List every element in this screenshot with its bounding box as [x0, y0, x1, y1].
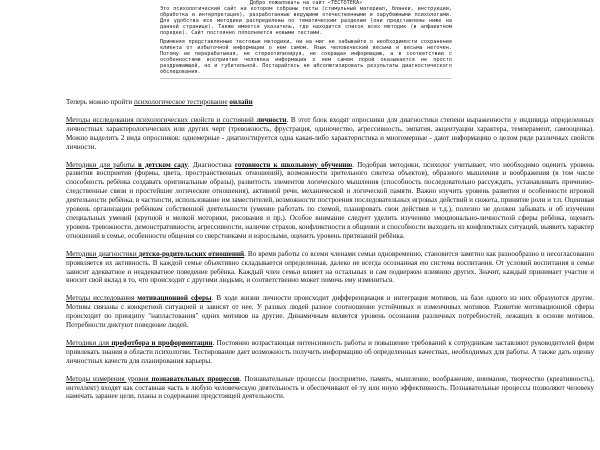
- section-personality: [66, 116, 594, 152]
- section-keyword-link[interactable]: мотивационной сферы: [137, 294, 212, 303]
- intro-paragraph-2: Применяя представленные тестовые методики, ни на миг не забывайте о необходимости сохранения клиента от избыточной информации о нем самом. Язык человеческий весьма и весьма неточен. Потому не перерабатывая, не стереотипизируя, не сокращая информацию, а в соответствии с особенностями восприятия человека информации о нем самом порой оказывается не просто раздражающей, но и губительной. Постарайтесь не абсолютизировать результаты диагностического обследования.: [160, 38, 452, 76]
- section-keyword-link[interactable]: детско-родительских отношений: [138, 249, 245, 258]
- section-keyword-link[interactable]: личности: [256, 115, 287, 124]
- section-keyword-link[interactable]: в детском саду: [138, 160, 188, 169]
- online-prefix: Теперь можно пройти: [66, 98, 134, 106]
- section-body: . В этот блок входят опросники для диагностики степени выраженности у индивида определенных личностных характерологических или других черт (тревожность, фрустрация, одиночество, агрессивность, эмпатия, акцентуации характера, темперамент, самооценка). Можно выделить 2 вида опросников: одномерные - диагностируется одна какая-либо характеристика и многомерные - дают информацию о целом ряде различных свойств личности.: [66, 115, 594, 151]
- section-body: . В ходе жизни личности происходит дифференциация и интеграция мотивов, на базе одного из них образуются другие. Мотивы связаны с конкретной ситуацией и зависят от нее. У разных людей разное соотношение устойчивых и изменчивых мотивов. Развитие мотивационной сферы происходит по принципу "напластования" одних мотивов на другие. Динамичным является уровень осознания различных потребностей, лежащих в основе мотивов. Потребности диктуют поведение людей.: [66, 294, 594, 330]
- section-parent-child: [66, 250, 594, 286]
- section-body: . Подобрав методики, психолог учитывает, что необходимо оценить уровень развития восприятия (формы, цвета, пространственных отношений), возможности зрительного синтеза объектов), образного мышления и воображения (в том числе способность ребёнка создавать оригинальные образы), развитость элементов логического мышления (способность последовательно рассуждать, устанавливать причинно-следственные связи и простейшие логические отношения), активной речи, механической и логической памяти. Важно изучить уровень развития и особенности игровой деятельности ребёнка, в частности, использование им заместителей, возможности построения последовательных игровых действий и сюжета, принятие роли и т.п. Оценивая уровень организации ребёнком собственной деятельности (умение работать по схемой, планировать свои действия и т.д.), полезно не должен забывать и об изучении специальных умений (крупной и мелкой моторики, рисования и пр.). Особое внимание следует уделить изучению эмоционально-личностной сферы ребёнка, оценить уровень тревожности, демонстративности, агрессивности, наличие страхов, конфликтности в общении и способности выходить из конфликтных ситуаций, выявить характер отношений в семье, особенности общения со сверстниками и взрослыми, оценить уровень притязаний ребёнка.: [66, 160, 594, 240]
- online-bold[interactable]: онлайн: [229, 98, 253, 106]
- section-cognitive: [66, 375, 594, 402]
- section-body: . Постоянно возрастающая интенсивность работы и повышение требований к сотрудникам заставляют руководителей фирм привлекать знания в области психологии. Тестирование дает возможность получить информацию об определенных качествах, необходимых для работы. А также дать оценку личностных качеств для планирования карьеры.: [66, 338, 594, 365]
- section-lead-link[interactable]: Методы исследования психологических свойств и состояний: [66, 115, 257, 124]
- section-lead-link[interactable]: Методики для: [66, 338, 112, 347]
- section-motivation: [66, 294, 594, 330]
- online-testing-line: [66, 98, 594, 107]
- section-lead-link[interactable]: Методы исследования: [66, 294, 138, 303]
- section-keyword-link[interactable]: профотбора и профориентации: [111, 338, 213, 347]
- section-keyword-link-2[interactable]: готовности к школьному обучению: [234, 160, 353, 169]
- welcome-title: Добро пожаловать на сайт «ТЕСТОТЕКА»: [249, 0, 363, 6]
- section-career: [66, 339, 594, 366]
- section-lead-link[interactable]: Методы измерения уровня: [66, 374, 152, 383]
- section-kindergarten: [66, 161, 594, 241]
- section-keyword-link[interactable]: познавательных процессов: [151, 374, 240, 383]
- section-lead-link[interactable]: Методики для работы: [66, 160, 139, 169]
- section-body: . Познавательные процессы (восприятие, память, мышление, воображение, внимание, творчество (креативность), интеллект) входят как составная часть в любую человеческую деятельность и обеспечивают её ту или иную эффективность. Познавательные процессы позволяют человеку намечать заранее цели, планы и содержание предстоящей деятельности.: [66, 374, 594, 401]
- intro-paragraph-1: Это психологический сайт на котором собраны тесты (стимульный материал, бланки, инструкции, обработка и интерпретация), разработанные ведущими отечественными и зарубежными психологами. Для удобства все методики распределены по тематическим разделам (они представлены ниже на данной странице). Также имеется указатель, где находится список всех методик (в алфавитном порядке). Сайт постоянно пополняется новыми тестами.: [160, 6, 452, 37]
- welcome-intro: [160, 0, 452, 79]
- section-body: . Во время работы со всеми членами семьи одновременно, становится заметно как разнообразно и несогласованно проявляется их активность. В каждой семье объективно складывается определенная, далеко не всегда осознанная ею система воспитания. От условий воспитания в семье зависит адекватное и неадекватное поведение ребёнка. Каждый член семьи влияет на остальных и сам подвержен влиянию других. Значит, каждый принимает участие и вносит свой вклад в то, что происходит с другими людьми, и соответственно может помочь ему измениться.: [66, 249, 594, 285]
- online-testing-link[interactable]: психологическое тестирование: [133, 98, 228, 106]
- section-mid-text: . Диагностика: [187, 160, 235, 169]
- section-lead-link[interactable]: Методики диагностики: [66, 249, 139, 258]
- main-content: [66, 98, 594, 410]
